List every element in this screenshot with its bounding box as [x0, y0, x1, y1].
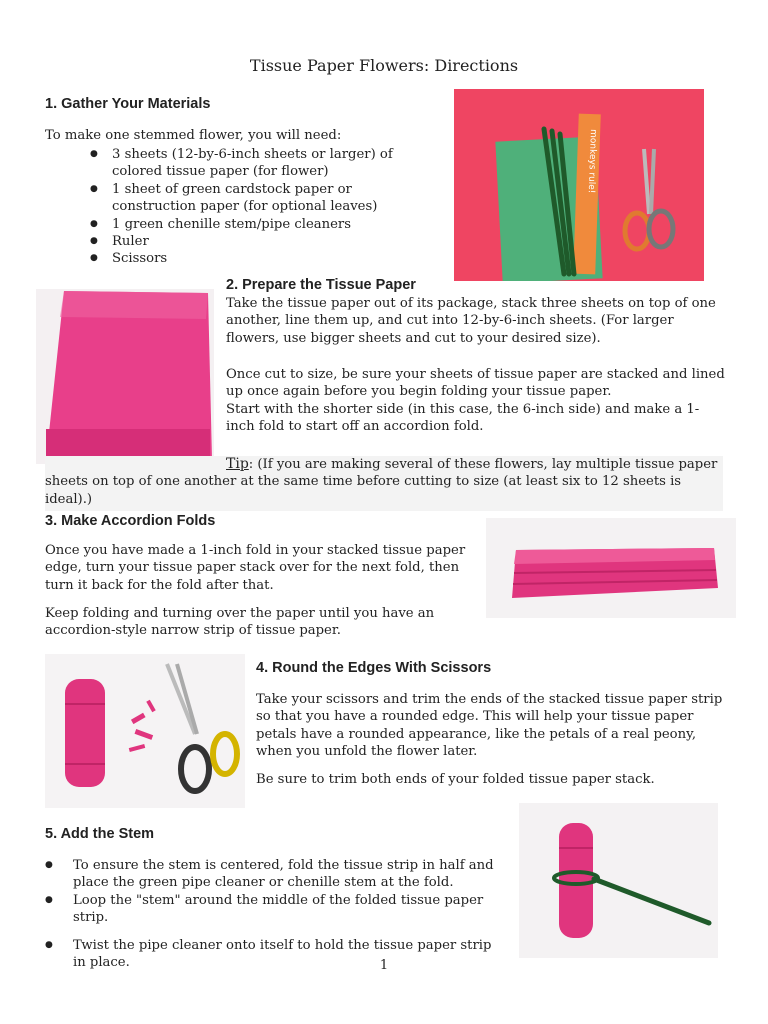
svg-text:monkeys rule!: monkeys rule! — [585, 128, 598, 194]
tissue-stack-photo — [36, 289, 214, 464]
rounded-edges-photo — [45, 654, 245, 808]
materials-photo — [454, 89, 704, 281]
list-item: ● 1 green chenille stem/pipe cleaners — [90, 216, 435, 233]
section-4-paragraph-1: Take your scissors and trim the ends of the stacked tissue paper strip so that you have a rounded edge. This will help your tissue paper petals have a rounded appearance, like the petals of a real peony, when you unfold the flower later. — [256, 692, 723, 760]
section-1-heading: 1. Gather Your Materials — [45, 96, 211, 112]
list-item: ● To ensure the stem is centered, fold the tissue strip in half and place the green pipe cleaner or chenille stem at the fold. — [45, 857, 505, 892]
stem-steps-list — [45, 857, 505, 971]
section-3-heading: 3. Make Accordion Folds — [45, 513, 216, 529]
section-3-paragraph-2: Keep folding and turning over the paper until you have an accordion-style narrow strip of tissue paper. — [45, 606, 435, 639]
list-item: ● Loop the "stem" around the middle of the folded tissue paper strip. — [45, 892, 505, 927]
list-item: ● Twist the pipe cleaner onto itself to hold the tissue paper strip in place. — [45, 937, 505, 972]
materials-list — [90, 146, 435, 268]
section-2-paragraph-2: Once cut to size, be sure your sheets of tissue paper are stacked and lined up once again before you begin folding your tissue paper. — [226, 367, 725, 400]
tip-box — [45, 456, 723, 511]
list-item: ● Scissors — [90, 250, 435, 267]
section-3-paragraph-1: Once you have made a 1-inch fold in your stacked tissue paper edge, turn your tissue paper stack over for the next fold, then turn it back for the fold after that. — [45, 543, 466, 593]
section-4-paragraph-2: Be sure to trim both ends of your folded tissue paper stack. — [256, 772, 655, 787]
section-4-heading: 4. Round the Edges With Scissors — [256, 660, 492, 676]
section-2-paragraph-3: Start with the shorter side (in this case, the 6-inch side) and make a 1-inch fold to start off an accordion fold. — [226, 402, 700, 435]
list-item: ● Ruler — [90, 233, 435, 250]
section-2-heading: 2. Prepare the Tissue Paper — [226, 277, 416, 293]
page-number: 1 — [379, 958, 389, 973]
accordion-fold-photo — [486, 518, 736, 618]
tip-label: Tip — [226, 456, 249, 472]
list-item: ● 1 sheet of green cardstock paper or construction paper (for optional leaves) — [90, 181, 435, 216]
section-2-paragraph-1: Take the tissue paper out of its package, stack three sheets on top of one another, line them up, and cut into 12-by-6-inch sheets. (For larger flowers, use bigger sheets and cut to your desired size). — [226, 296, 716, 346]
page-title: Tissue Paper Flowers: Directions — [249, 56, 519, 75]
stem-photo — [519, 803, 718, 958]
section-1-intro: To make one stemmed flower, you will need: — [45, 128, 342, 143]
list-item: ● 3 sheets (12-by-6-inch sheets or larger) of colored tissue paper (for flower) — [90, 146, 435, 181]
section-5-heading: 5. Add the Stem — [45, 826, 155, 842]
tip-text: : (If you are making several of these flowers, lay multiple tissue paper sheets on top of one another at the same time before cutting to size (at least six to 12 sheets is ideal).) — [45, 457, 718, 507]
